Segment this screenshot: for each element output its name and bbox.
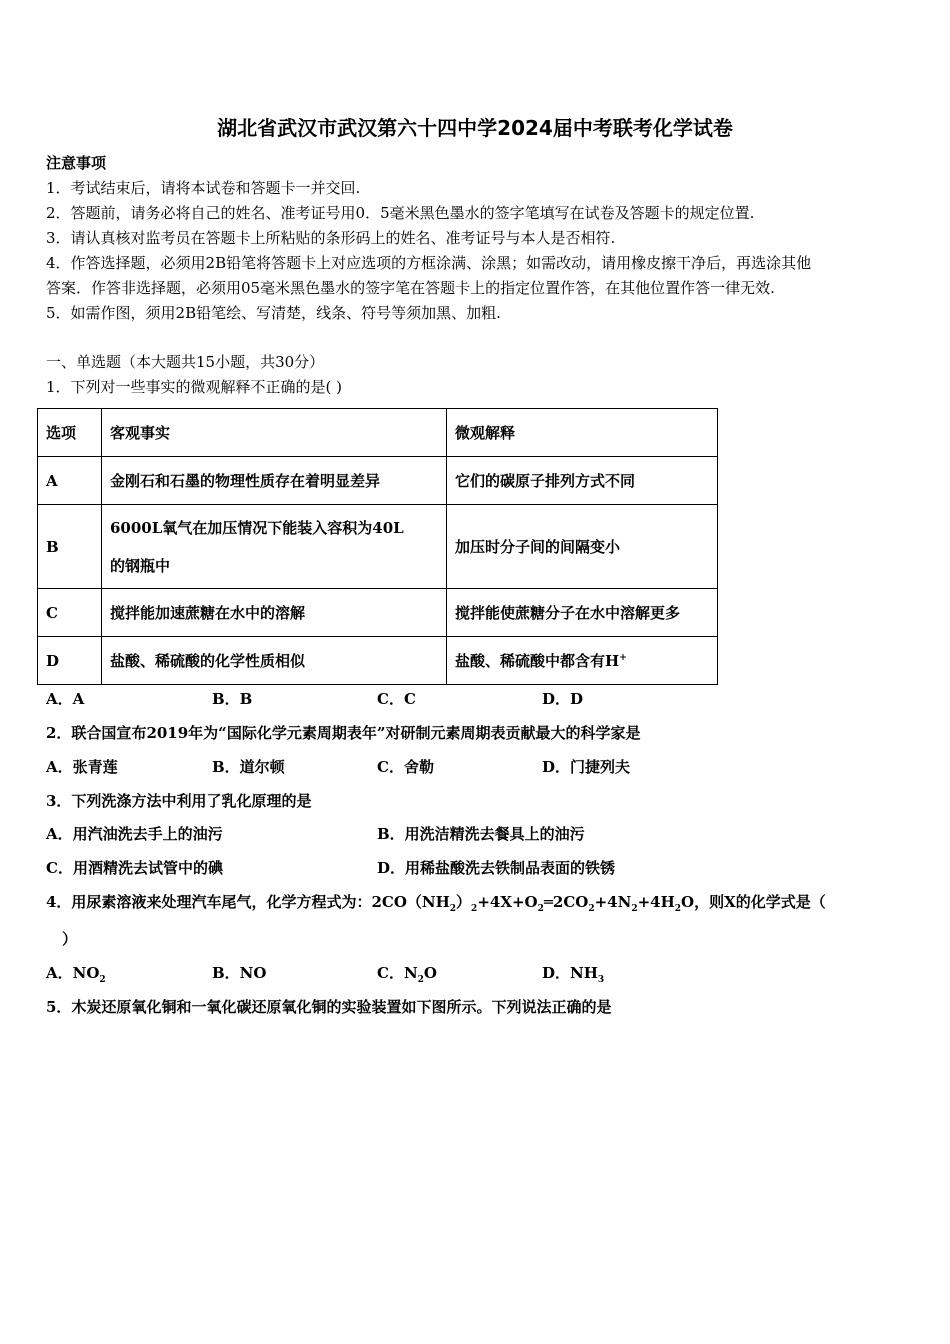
table-row bbox=[38, 589, 718, 637]
table-header-row bbox=[38, 409, 718, 457]
q1-table bbox=[37, 408, 718, 685]
q4-stem-part: 4．用尿素溶液来处理汽车尾气，化学方程式为：2CO（NH bbox=[46, 893, 450, 911]
table-cell-explanation: 搅拌能使蔗糖分子在水中溶解更多 bbox=[447, 589, 718, 637]
notice-item: 答案．作答非选择题，必须用05毫米黑色墨水的签字笔在答题卡上的指定位置作答，在其他位置作答一律无效. bbox=[46, 279, 775, 297]
q3-option-b[interactable]: B．用洗洁精洗去餐具上的油污 bbox=[377, 825, 585, 843]
q1-option-d[interactable]: D．D bbox=[542, 690, 584, 708]
q1-option-c[interactable]: C．C bbox=[377, 690, 416, 708]
question-1-stem: 1．下列对一些事实的微观解释不正确的是( ) bbox=[46, 378, 343, 396]
table-header-cell: 客观事实 bbox=[102, 409, 447, 457]
table-row bbox=[38, 505, 718, 589]
subscript: 2 bbox=[631, 904, 638, 914]
table-header-cell: 微观解释 bbox=[447, 409, 718, 457]
section-heading: 一、单选题（本大题共15小题，共30分） bbox=[46, 353, 325, 371]
option-text: C．N bbox=[377, 964, 418, 982]
table-cell-explanation bbox=[447, 637, 718, 685]
table-cell-fact: 搅拌能加速蔗糖在水中的溶解 bbox=[102, 589, 447, 637]
subscript: 2 bbox=[537, 904, 544, 914]
option-text: B．NO bbox=[212, 964, 267, 982]
subscript: 2 bbox=[588, 904, 595, 914]
notice-item: 4．作答选择题，必须用2B铅笔将答题卡上对应选项的方框涂满、涂黑；如需改动，请用橡皮擦干净后，再选涂其他 bbox=[46, 254, 812, 272]
notice-item: 3．请认真核对监考员在答题卡上所粘贴的条形码上的姓名、准考证号与本人是否相符. bbox=[46, 229, 616, 247]
q4-stem-part: +4X+O bbox=[477, 893, 538, 911]
notice-item: 1．考试结束后，请将本试卷和答题卡一并交回. bbox=[46, 179, 361, 197]
subscript: 2 bbox=[674, 904, 682, 914]
q2-option-d[interactable]: D．门捷列夫 bbox=[542, 758, 631, 776]
table-cell-fact bbox=[102, 505, 447, 589]
subscript: 2 bbox=[471, 904, 478, 914]
table-cell-option: C bbox=[38, 589, 102, 637]
subscript: 2 bbox=[99, 975, 106, 985]
option-text: D．NH bbox=[542, 964, 598, 982]
q4-option-b[interactable] bbox=[212, 962, 266, 983]
table-cell-explanation: 加压时分子间的间隔变小 bbox=[447, 505, 718, 589]
q4-option-c[interactable] bbox=[377, 962, 437, 985]
q2-option-a[interactable]: A．张青莲 bbox=[46, 758, 118, 776]
notice-item: 2．答题前，请务必将自己的姓名、准考证号用0．5毫米黑色墨水的签字笔填写在试卷及答题卡的规定位置. bbox=[46, 204, 755, 222]
option-text: O bbox=[423, 964, 437, 982]
notice-heading: 注意事项 bbox=[46, 154, 107, 172]
superscript-plus: + bbox=[619, 653, 627, 663]
q4-stem-part: +4N bbox=[594, 893, 632, 911]
question-4-stem bbox=[46, 891, 826, 914]
q1-option-a[interactable]: A．A bbox=[46, 690, 85, 708]
notice-item: 5．如需作图，须用2B铅笔绘、写清楚，线条、符号等须加黑、加粗. bbox=[46, 304, 501, 322]
table-cell-explanation: 它们的碳原子排列方式不同 bbox=[447, 457, 718, 505]
table-cell-fact-line: 6000L氧气在加压情况下能装入容积为40L bbox=[110, 518, 404, 537]
table-row bbox=[38, 637, 718, 685]
q3-option-c[interactable]: C．用酒精洗去试管中的碘 bbox=[46, 859, 223, 877]
option-text: A．NO bbox=[46, 964, 100, 982]
question-4-stem-cont: ） bbox=[62, 930, 78, 948]
table-cell-fact-line: 的钢瓶中 bbox=[110, 556, 171, 575]
q3-option-a[interactable]: A．用汽油洗去手上的油污 bbox=[46, 825, 223, 843]
question-5-stem: 5．木炭还原氧化铜和一氧化碳还原氧化铜的实验装置如下图所示。下列说法正确的是 bbox=[46, 998, 612, 1016]
table-cell-option: A bbox=[38, 457, 102, 505]
q4-option-a[interactable] bbox=[46, 962, 106, 985]
table-cell-fact: 盐酸、稀硫酸的化学性质相似 bbox=[102, 637, 447, 685]
table-cell-option: B bbox=[38, 505, 102, 589]
q2-option-c[interactable]: C．舍勒 bbox=[377, 758, 434, 776]
q4-stem-part: ═2CO bbox=[543, 893, 589, 911]
subscript: 2 bbox=[417, 975, 424, 985]
table-cell-fact: 金刚石和石墨的物理性质存在着明显差异 bbox=[102, 457, 447, 505]
q4-option-d[interactable] bbox=[542, 962, 604, 985]
subscript: 2 bbox=[449, 904, 457, 914]
q4-stem-part: O，则X的化学式是（ bbox=[681, 893, 826, 911]
page-title: 湖北省武汉市武汉第六十四中学2024届中考联考化学试卷 bbox=[217, 116, 733, 140]
table-cell-option: D bbox=[38, 637, 102, 685]
question-3-stem: 3．下列洗涤方法中利用了乳化原理的是 bbox=[46, 792, 312, 810]
q4-stem-part: +4H bbox=[637, 893, 675, 911]
q1-option-b[interactable]: B．B bbox=[212, 690, 253, 708]
table-row bbox=[38, 457, 718, 505]
q2-option-b[interactable]: B．道尔顿 bbox=[212, 758, 285, 776]
question-2-stem: 2．联合国宣布2019年为“国际化学元素周期表年”对研制元素周期表贡献最大的科学家是 bbox=[46, 724, 641, 742]
subscript: 3 bbox=[597, 975, 605, 985]
q4-stem-part: ） bbox=[456, 893, 472, 911]
q3-option-d[interactable]: D．用稀盐酸洗去铁制品表面的铁锈 bbox=[377, 859, 616, 877]
explanation-text: 盐酸、稀硫酸中都含有H bbox=[455, 652, 620, 670]
table-header-cell: 选项 bbox=[38, 409, 102, 457]
